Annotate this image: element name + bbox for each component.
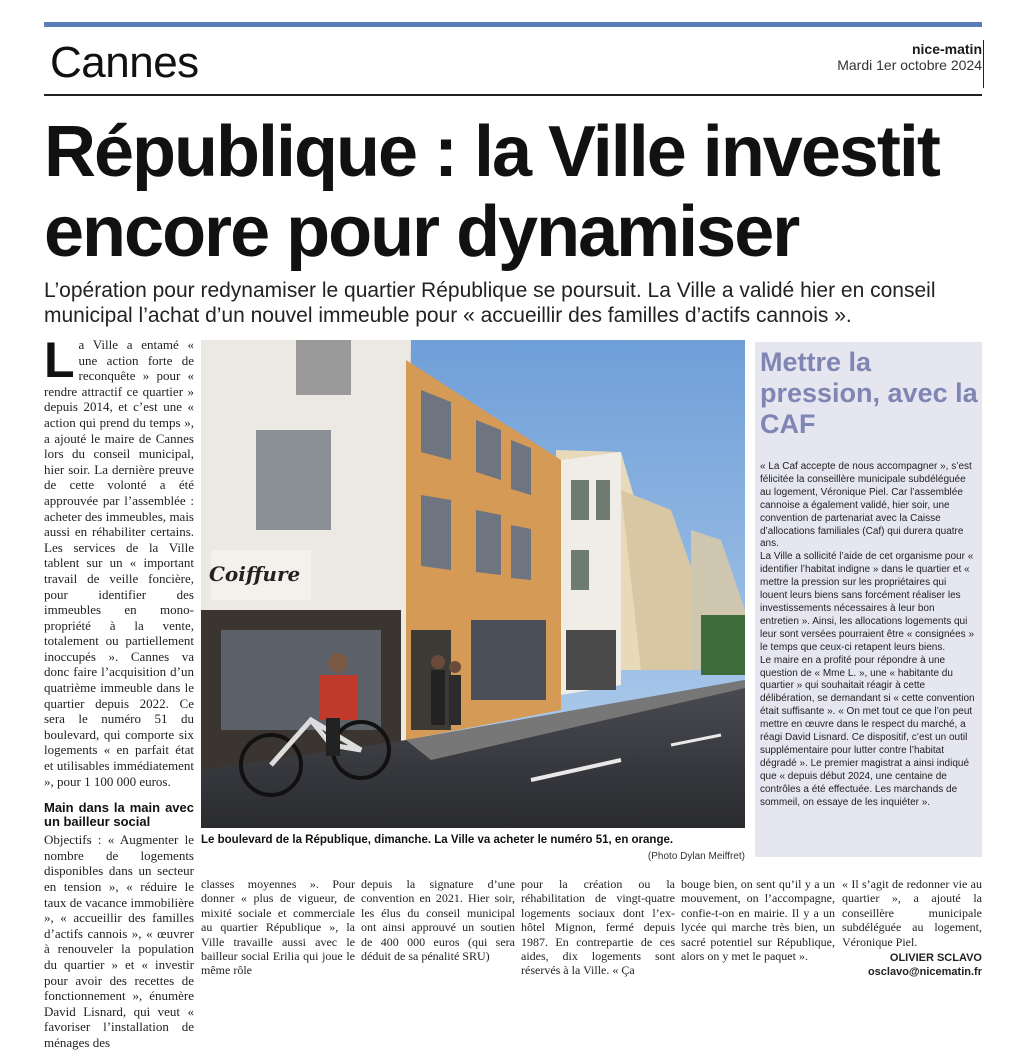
author-name: OLIVIER SCLAVO <box>889 952 982 965</box>
photo-credit: (Photo Dylan Meiffret) <box>647 851 745 862</box>
sidebar-paragraph: « La Caf accepte de nous accompagner », s’est félicitée la conseillère municipale subdéléguée au logement, Véronique Piel. Car l’assemblée cannoise a également validé, hier soir, une convention de partenariat avec la Caisse d’allocations familiales (Caf) qui durera quatre ans. <box>760 461 972 550</box>
sidebar-paragraph: Le maire en a profité pour répondre à une question de « Mme L. », une « habitante du quartier » qui souhaitait réagir à cette délibération, se demandant si « cette convention était suffisante ». « On met tout ce que l’on peut mettre en œuvre dans le respect du marché, a réagi David Lisnard. Ce dispositif, c’est un outil supplémentaire pour lutter contre l’habitat dégradé ». Le premier magistrat a ainsi indiqué que « depuis début 2024, une centaine de contrôles a été effectuée. Les marchands de sommeil, on essaye de les inquiéter ». <box>760 654 975 808</box>
masthead <box>837 41 982 73</box>
article-column-5: bouge bien, on sent qu’il y a un mouvement, on l’accompagne, confie-t-on en mairie. Il y a un lycée qui marche très bien, un sacré potentiel sur République, alors on y met le paquet ». <box>681 877 835 964</box>
header-rule <box>44 94 982 96</box>
body-paragraph: a Ville a entamé « une action forte de reconquête » pour « rendre attractif ce quartier » depuis 2014, et c’est une « action qui prend du temps », a ajouté le maire de Cannes lors du conseil municipal, hier soir. La dernière preuve de cette volonté a été approuvée par l’assemblée : acheter des immeubles, mais aussi en réhabiliter certains. Les services de la Ville tablent sur un « important travail de veille foncière, pour identifier des immeubles en mono-propriété à la vente, totalement ou partiellement inoccupés ». Cannes va donc faire l’acquisition d’un quatrième immeuble dans le quartier depuis 2022. Ce sera le numéro 51 du boulevard, qui comporte six logements « en parfait état et utilisables immédiatement », pour 1 100 000 euros. <box>44 337 194 789</box>
top-accent-bar <box>44 22 982 27</box>
publication-date: Mardi 1er octobre 2024 <box>837 57 982 73</box>
article-column-2: classes moyennes ». Pour donner « plus de vigueur, de mixité sociale et commerciale au quartier République », la Ville travaille aussi avec le bailleur social Erilia qui joue le même rôle <box>201 877 355 978</box>
article-column-1 <box>44 332 194 1051</box>
section-rubric: Cannes <box>50 38 199 87</box>
newspaper-name: nice-matin <box>911 41 982 57</box>
body-paragraph: « Il s’agit de redonner vie au quartier », a ajouté la conseillère municipale subdéléguée au logement, Véronique Piel. <box>842 877 982 949</box>
street-photo <box>201 340 745 828</box>
drop-cap: L <box>44 332 75 388</box>
masthead-divider <box>983 40 984 88</box>
photo-caption: Le boulevard de la République, dimanche. La Ville va acheter le numéro 51, en orange. <box>201 834 674 846</box>
body-paragraph: Objectifs : « Augmenter le nombre de logements disponibles dans un secteur en tension », « réduire le taux de vacance immobilière », « accueillir des familles d’actifs cannois », « œuvrer à renouveler la population du quartier » et « investir pour avoir des recettes de fonctionnement », énumère David Lisnard, qui veut « favoriser l’installation de ménages des <box>44 832 194 1050</box>
article-column-6 <box>842 877 982 980</box>
headline: République : la Ville investit encore pour dynamiser <box>44 112 939 272</box>
shop-sign: Coiffure <box>209 562 301 586</box>
subheading: Main dans la main avec un bailleur social <box>44 800 194 830</box>
author-email: osclavo@nicematin.fr <box>867 966 982 979</box>
standfirst: L’opération pour redynamiser le quartier République se poursuit. La Ville a validé hier en conseil municipal l’achat d’un nouvel immeuble pour « accueillir des familles d’actifs cannois ». <box>44 279 936 327</box>
sidebar-body <box>760 461 976 809</box>
article-column-4: pour la création ou la réhabilitation de vingt-quatre logements sociaux dont l’ex-hôtel Mignon, fermé depuis 1987. En contrepartie de ces aides, dix logements sont réservés à la Ville. « Ça <box>521 877 675 978</box>
sidebar-paragraph: La Ville a sollicité l’aide de cet organisme pour « identifier l’habitat indigne » dans le quartier et « mettre la pression sur les propriétaires qui louent leurs biens sans forcément réaliser les investissements nécessaires à leur bon entretien ». Ainsi, les allocations logements qui leur sont versées pourraient être « consignées » le temps que ceux-ci retapent leurs biens. <box>760 551 975 653</box>
article-column-3: depuis la signature d’une convention en 2021. Hier soir, les élus du conseil municipal ont ainsi approuvé un soutien de 400 000 euros (qui sera déduit de sa pénalité SRU) <box>361 877 515 964</box>
sidebar-title: Mettre la pression, avec la CAF <box>760 347 978 439</box>
